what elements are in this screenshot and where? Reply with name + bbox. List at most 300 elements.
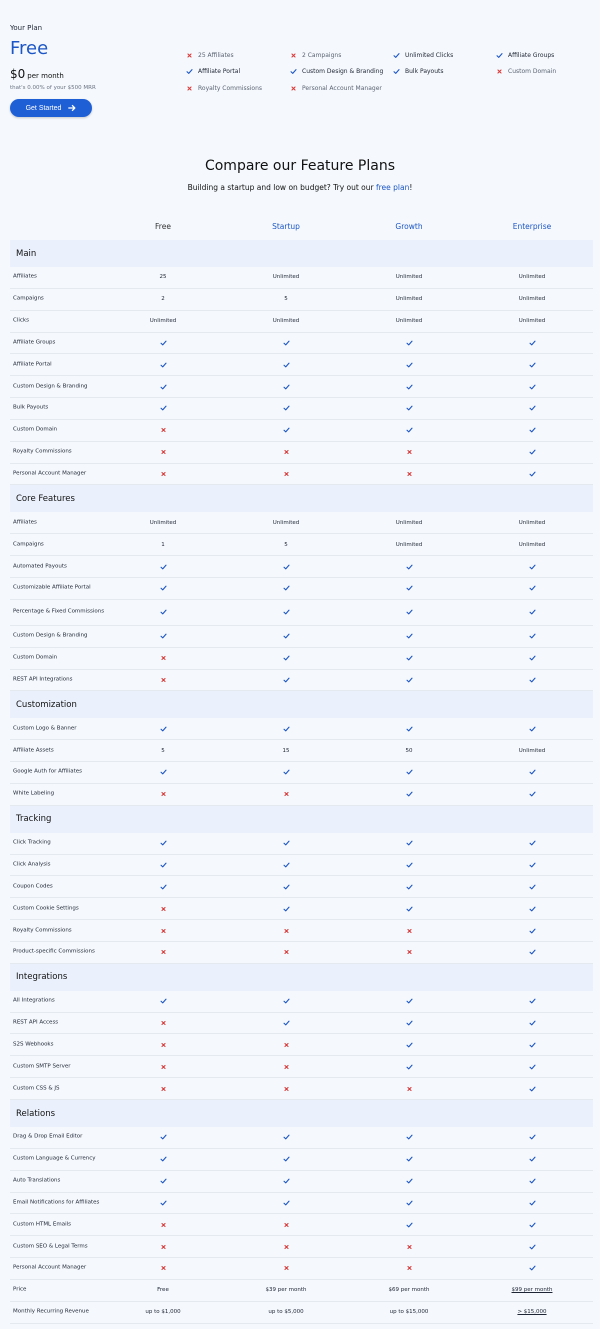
cell-startup	[226, 791, 346, 798]
cell-free	[103, 883, 223, 890]
check-icon	[160, 840, 167, 847]
cell-startup	[226, 861, 346, 868]
cell-free	[103, 1085, 223, 1092]
feature-name: Customizable Affiliate Portal	[13, 584, 91, 591]
cell-enterprise	[472, 361, 592, 368]
table-row	[10, 1214, 593, 1236]
check-icon	[283, 840, 290, 847]
cell-value: 15	[282, 747, 290, 754]
check-icon	[283, 383, 290, 390]
feature-name: Auto Translations	[13, 1177, 61, 1184]
cell-startup	[226, 949, 346, 956]
cell-value: Unlimited	[518, 296, 546, 303]
table-row	[10, 920, 593, 942]
cross-icon	[496, 68, 503, 75]
cross-icon	[283, 1265, 290, 1272]
cell-enterprise	[472, 791, 592, 798]
cell-growth	[349, 1199, 469, 1206]
cell-startup	[226, 1178, 346, 1185]
check-icon	[406, 769, 413, 776]
cell-enterprise	[472, 725, 592, 732]
table-row	[10, 898, 593, 920]
check-icon	[160, 1134, 167, 1141]
feature-name: Google Auth for Affiliates	[13, 768, 83, 775]
section-header: Core Features	[10, 485, 593, 512]
cell-free	[103, 905, 223, 912]
cell-free	[103, 520, 223, 526]
section-header: Integrations	[10, 964, 593, 991]
check-icon	[406, 609, 413, 616]
cross-icon	[283, 927, 290, 934]
cell-growth	[349, 861, 469, 868]
cell-free	[103, 1063, 223, 1070]
check-icon	[529, 655, 536, 662]
table-row	[10, 354, 593, 376]
check-icon	[406, 339, 413, 346]
cell-free	[103, 1221, 223, 1228]
get-started-label: Get Started	[25, 104, 62, 112]
feature-name: Royalty Commissions	[13, 448, 72, 455]
feature-name: Monthly Recurring Revenue	[13, 1308, 89, 1315]
plan-feature-item	[186, 52, 234, 59]
check-icon	[529, 361, 536, 368]
cell-growth	[349, 1063, 469, 1070]
cross-icon	[406, 1265, 413, 1272]
cell-free	[103, 1041, 223, 1048]
cell-value: $69 per month	[388, 1287, 430, 1294]
cross-icon	[160, 1085, 167, 1092]
check-icon	[529, 1199, 536, 1206]
feature-name: Email Notifications for Affiliates	[13, 1199, 100, 1206]
cell-value: Free	[157, 1287, 169, 1294]
cell-free	[103, 361, 223, 368]
feature-name: Click Analysis	[13, 861, 51, 868]
check-icon	[529, 427, 536, 434]
cross-icon	[160, 1265, 167, 1272]
plan-price-period: per month	[27, 72, 64, 80]
check-icon	[283, 609, 290, 616]
feature-name: Royalty Commissions	[13, 926, 72, 933]
cell-free	[103, 1156, 223, 1163]
cell-startup	[226, 585, 346, 592]
column-header-free: Free	[155, 222, 171, 231]
check-icon	[529, 1041, 536, 1048]
cell-startup	[226, 725, 346, 732]
cross-icon	[160, 449, 167, 456]
cell-value: Unlimited	[395, 318, 423, 325]
cross-icon	[283, 1041, 290, 1048]
check-icon	[406, 405, 413, 412]
check-icon	[529, 676, 536, 683]
feature-name: Coupon Codes	[13, 883, 53, 890]
feature-name: Campaigns	[13, 540, 44, 547]
cell-startup	[226, 1243, 346, 1250]
cell-growth	[349, 471, 469, 478]
check-icon	[529, 1243, 536, 1250]
check-icon	[406, 563, 413, 570]
table-row	[10, 626, 593, 648]
check-icon	[283, 1178, 290, 1185]
feature-name: Personal Account Manager	[13, 470, 87, 477]
cell-free	[103, 471, 223, 478]
cell-value: Unlimited	[272, 318, 300, 325]
check-icon	[160, 633, 167, 640]
cell-enterprise	[472, 1178, 592, 1185]
plan-feature-label: Bulk Payouts	[405, 68, 444, 75]
cell-value: Unlimited	[395, 519, 423, 526]
cell-growth	[349, 1309, 469, 1315]
plan-feature-label: Affiliate Portal	[198, 68, 241, 75]
cross-icon	[283, 449, 290, 456]
cross-icon	[160, 905, 167, 912]
check-icon	[283, 883, 290, 890]
cell-enterprise	[472, 1085, 592, 1092]
check-icon	[283, 585, 290, 592]
cell-growth	[349, 427, 469, 434]
check-icon	[529, 725, 536, 732]
cell-enterprise	[472, 1156, 592, 1163]
cell-enterprise	[472, 1041, 592, 1048]
cell-free	[103, 1309, 223, 1315]
cell-startup	[226, 1156, 346, 1163]
cell-enterprise	[472, 585, 592, 592]
cell-enterprise	[472, 1020, 592, 1027]
cell-startup	[226, 633, 346, 640]
cell-value: 5	[284, 296, 288, 303]
cell-startup	[226, 405, 346, 412]
table-row	[10, 464, 593, 486]
cell-enterprise	[472, 296, 592, 302]
check-icon	[283, 633, 290, 640]
cell-free	[103, 449, 223, 456]
plan-feature-label: Affiliate Groups	[508, 52, 555, 59]
cross-icon	[406, 471, 413, 478]
cell-growth	[349, 1020, 469, 1027]
cell-enterprise	[472, 520, 592, 526]
cell-enterprise	[472, 405, 592, 412]
check-icon	[406, 725, 413, 732]
cell-enterprise	[472, 1287, 592, 1293]
cross-icon	[160, 1243, 167, 1250]
plan-feature-item	[393, 52, 453, 59]
check-icon	[406, 840, 413, 847]
check-icon	[529, 840, 536, 847]
cell-enterprise	[472, 655, 592, 662]
table-row	[10, 442, 593, 464]
cross-icon	[160, 791, 167, 798]
table-row	[10, 289, 593, 311]
cross-icon	[290, 85, 297, 92]
cell-free	[103, 861, 223, 868]
cell-free	[103, 1199, 223, 1206]
cell-growth	[349, 1265, 469, 1272]
cell-free	[103, 1287, 223, 1293]
table-row	[10, 420, 593, 442]
cell-startup	[226, 542, 346, 548]
check-icon	[529, 405, 536, 412]
plan-features-list	[186, 52, 596, 96]
check-icon	[406, 1041, 413, 1048]
feature-name: Price	[13, 1286, 27, 1293]
cross-icon	[283, 1085, 290, 1092]
check-icon	[406, 1156, 413, 1163]
feature-name: Custom Language & Currency	[13, 1155, 96, 1162]
cross-icon	[406, 949, 413, 956]
cross-icon	[283, 1243, 290, 1250]
check-icon	[283, 769, 290, 776]
cell-startup	[226, 471, 346, 478]
check-icon	[529, 998, 536, 1005]
table-row	[10, 942, 593, 964]
plan-feature-item	[393, 68, 444, 75]
section-header: Customization	[10, 691, 593, 718]
check-icon	[406, 791, 413, 798]
check-icon	[529, 949, 536, 956]
table-row	[10, 876, 593, 898]
check-icon	[529, 1156, 536, 1163]
cell-startup	[226, 927, 346, 934]
plan-feature-item	[290, 68, 383, 75]
table-row	[10, 398, 593, 420]
table-row	[10, 991, 593, 1013]
table-row	[10, 1034, 593, 1056]
table-row	[10, 1013, 593, 1035]
feature-name: All Integrations	[13, 997, 55, 1004]
cell-startup	[226, 905, 346, 912]
check-icon	[283, 725, 290, 732]
column-header-enterprise: Enterprise	[512, 222, 552, 231]
cell-growth	[349, 791, 469, 798]
cell-free	[103, 274, 223, 280]
check-icon	[529, 339, 536, 346]
cell-enterprise	[472, 861, 592, 868]
check-icon	[406, 1134, 413, 1141]
cell-startup	[226, 1199, 346, 1206]
cell-enterprise	[472, 1265, 592, 1272]
feature-name: Product-specific Commissions	[13, 948, 95, 955]
cell-growth	[349, 361, 469, 368]
table-row	[10, 311, 593, 333]
check-icon	[496, 52, 503, 59]
cell-value: Unlimited	[272, 519, 300, 526]
cell-enterprise	[472, 1309, 592, 1315]
feature-name: Custom Domain	[13, 654, 58, 661]
cell-enterprise	[472, 676, 592, 683]
cell-free	[103, 633, 223, 640]
check-icon	[529, 883, 536, 890]
cell-enterprise	[472, 949, 592, 956]
check-icon	[283, 861, 290, 868]
check-icon	[160, 339, 167, 346]
check-icon	[160, 998, 167, 1005]
check-icon	[160, 361, 167, 368]
table-row	[10, 1302, 593, 1324]
feature-name: Affiliates	[13, 273, 37, 280]
table-row	[10, 1127, 593, 1149]
check-icon	[529, 563, 536, 570]
cell-enterprise	[472, 318, 592, 324]
feature-comparison-table	[10, 240, 593, 1324]
feature-name: Bulk Payouts	[13, 404, 49, 411]
cell-free	[103, 998, 223, 1005]
cell-enterprise	[472, 274, 592, 280]
check-icon	[529, 1221, 536, 1228]
check-icon	[406, 427, 413, 434]
cell-growth	[349, 318, 469, 324]
plan-feature-label: Custom Design & Branding	[302, 68, 384, 75]
check-icon	[529, 1134, 536, 1141]
cell-startup	[226, 1265, 346, 1272]
cell-startup	[226, 563, 346, 570]
check-icon	[290, 68, 297, 75]
table-row	[10, 333, 593, 355]
check-icon	[393, 52, 400, 59]
feature-name: Custom CSS & JS	[13, 1084, 60, 1091]
cell-enterprise	[472, 609, 592, 616]
check-icon	[393, 68, 400, 75]
cell-startup	[226, 318, 346, 324]
feature-name: Affiliate Assets	[13, 746, 54, 753]
table-row	[10, 762, 593, 784]
check-icon	[529, 609, 536, 616]
cell-startup	[226, 339, 346, 346]
check-icon	[283, 1020, 290, 1027]
cell-growth	[349, 1156, 469, 1163]
check-icon	[160, 609, 167, 616]
cell-startup	[226, 609, 346, 616]
cell-free	[103, 405, 223, 412]
cell-startup	[226, 1287, 346, 1293]
feature-name: Custom Design & Branding	[13, 382, 88, 389]
cross-icon	[160, 1020, 167, 1027]
cell-free	[103, 383, 223, 390]
compare-title: Compare our Feature Plans	[204, 158, 396, 174]
check-icon	[529, 1178, 536, 1185]
cross-icon	[160, 1041, 167, 1048]
cell-startup	[226, 361, 346, 368]
cell-value: 1	[161, 541, 165, 548]
cell-startup	[226, 748, 346, 754]
free-plan-link[interactable]: free plan	[376, 183, 410, 192]
cell-growth	[349, 449, 469, 456]
section-header: Main	[10, 240, 593, 267]
cell-enterprise	[472, 383, 592, 390]
feature-name: Custom Domain	[13, 426, 58, 433]
feature-name: REST API Access	[13, 1019, 59, 1026]
feature-name: Custom Cookie Settings	[13, 904, 79, 911]
check-icon	[406, 633, 413, 640]
cell-free	[103, 609, 223, 616]
check-icon	[406, 883, 413, 890]
cell-startup	[226, 883, 346, 890]
feature-name: Custom SMTP Server	[13, 1063, 71, 1070]
cross-icon	[160, 471, 167, 478]
cell-free	[103, 949, 223, 956]
cell-growth	[349, 883, 469, 890]
plan-feature-item	[186, 85, 262, 92]
cross-icon	[406, 449, 413, 456]
cell-value: 25	[159, 274, 167, 281]
table-row	[10, 556, 593, 578]
cell-growth	[349, 1287, 469, 1293]
cross-icon	[160, 1221, 167, 1228]
cell-growth	[349, 1178, 469, 1185]
check-icon	[406, 655, 413, 662]
table-row	[10, 512, 593, 534]
check-icon	[160, 861, 167, 868]
check-icon	[160, 383, 167, 390]
check-icon	[160, 585, 167, 592]
plan-feature-label: Unlimited Clicks	[405, 52, 454, 59]
feature-name: Custom HTML Emails	[13, 1221, 71, 1228]
cell-startup	[226, 1020, 346, 1027]
cell-startup	[226, 1221, 346, 1228]
plan-name: Free	[10, 38, 49, 59]
feature-name: Custom SEO & Legal Terms	[13, 1242, 88, 1249]
check-icon	[529, 905, 536, 912]
cross-icon	[160, 655, 167, 662]
cell-free	[103, 1020, 223, 1027]
check-icon	[283, 361, 290, 368]
cell-value: up to $15,000	[389, 1309, 429, 1316]
cell-enterprise	[472, 339, 592, 346]
plan-feature-item	[186, 68, 240, 75]
cell-value: Unlimited	[272, 274, 300, 281]
table-row	[10, 670, 593, 692]
cross-icon	[290, 52, 297, 59]
table-row	[10, 376, 593, 398]
cell-growth	[349, 655, 469, 662]
table-row	[10, 1078, 593, 1100]
check-icon	[160, 883, 167, 890]
cross-icon	[283, 949, 290, 956]
check-icon	[406, 1199, 413, 1206]
feature-name: Percentage & Fixed Commissions	[13, 608, 105, 615]
feature-name: Custom Logo & Banner	[13, 725, 77, 732]
cell-value: Unlimited	[518, 747, 546, 754]
table-row	[10, 740, 593, 762]
plan-price-amount: $0	[10, 67, 26, 81]
cell-enterprise	[472, 449, 592, 456]
cell-startup	[226, 427, 346, 434]
cell-enterprise	[472, 905, 592, 912]
check-icon	[283, 563, 290, 570]
table-row	[10, 1056, 593, 1078]
check-icon	[283, 339, 290, 346]
cell-free	[103, 725, 223, 732]
cell-free	[103, 1178, 223, 1185]
cell-value: up to $5,000	[268, 1309, 304, 1316]
get-started-button[interactable]	[10, 99, 92, 117]
check-icon	[283, 905, 290, 912]
cell-growth	[349, 725, 469, 732]
cross-icon	[186, 52, 193, 59]
cell-growth	[349, 585, 469, 592]
check-icon	[529, 1020, 536, 1027]
cell-growth	[349, 1041, 469, 1048]
cell-growth	[349, 633, 469, 640]
check-icon	[529, 927, 536, 934]
table-row	[10, 267, 593, 289]
cell-growth	[349, 383, 469, 390]
cell-growth	[349, 748, 469, 754]
section-header: Tracking	[10, 806, 593, 833]
cell-growth	[349, 563, 469, 570]
cell-value: Unlimited	[149, 318, 177, 325]
check-icon	[406, 383, 413, 390]
cell-value: Unlimited	[395, 274, 423, 281]
cell-value: 2	[161, 296, 165, 303]
